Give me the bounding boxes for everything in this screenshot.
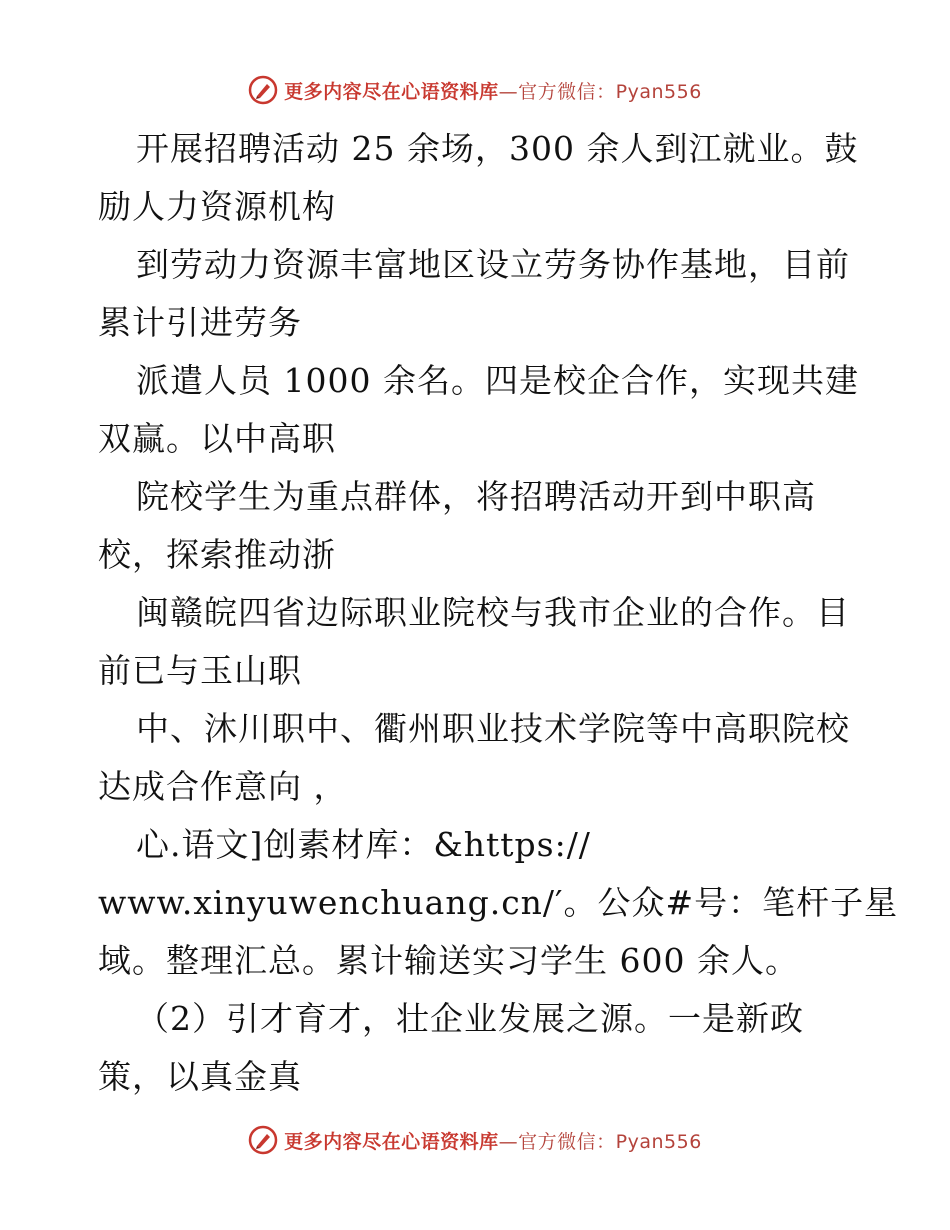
- header-banner-text: [284, 77, 702, 104]
- footer-banner-sub: —官方微信：Pyan556: [498, 1130, 702, 1153]
- body-line: 院校学生为重点群体，将招聘活动开到中职高: [136, 477, 816, 516]
- body-line: 达成合作意向 ，: [98, 767, 348, 806]
- body-line: 派遣人员 1000 余名。四是校企合作，实现共建: [136, 361, 859, 400]
- footer-watermark-banner: [0, 1120, 950, 1160]
- body-line: 双赢。以中高职: [98, 419, 336, 458]
- document-body: [98, 120, 899, 1106]
- body-line: 中、沐川职中、衢州职业技术学院等中高职院校: [136, 709, 850, 748]
- pen-logo-icon: [248, 1125, 278, 1155]
- body-line: 到劳动力资源丰富地区设立劳务协作基地，目前: [136, 245, 850, 284]
- body-line: 励人力资源机构: [98, 187, 336, 226]
- body-line: 闽赣皖四省边际职业院校与我市企业的合作。目: [136, 593, 850, 632]
- body-line: www.xinyuwenchuang.cn/′。公众#号：笔杆子星: [98, 883, 899, 922]
- header-banner-main: 更多内容尽在心语资料库: [284, 80, 499, 103]
- body-line: 前已与玉山职: [98, 651, 302, 690]
- header-banner-sub: —官方微信：Pyan556: [498, 80, 702, 103]
- body-line: 域。整理汇总。累计输送实习学生 600 余人。: [98, 941, 799, 980]
- body-line: 校，探索推动浙: [98, 535, 336, 574]
- footer-banner-text: [284, 1127, 702, 1154]
- body-line: 开展招聘活动 25 余场，300 余人到江就业。鼓: [136, 129, 859, 168]
- body-line: （2）引才育才，壮企业发展之源。一是新政: [136, 999, 804, 1038]
- pen-logo-icon: [248, 75, 278, 105]
- body-line: 累计引进劳务: [98, 303, 302, 342]
- header-watermark-banner: [0, 70, 950, 110]
- body-line: 心.语文]创素材库：&https://: [136, 825, 591, 864]
- body-line: 策，以真金真: [98, 1057, 302, 1096]
- footer-banner-main: 更多内容尽在心语资料库: [284, 1130, 499, 1153]
